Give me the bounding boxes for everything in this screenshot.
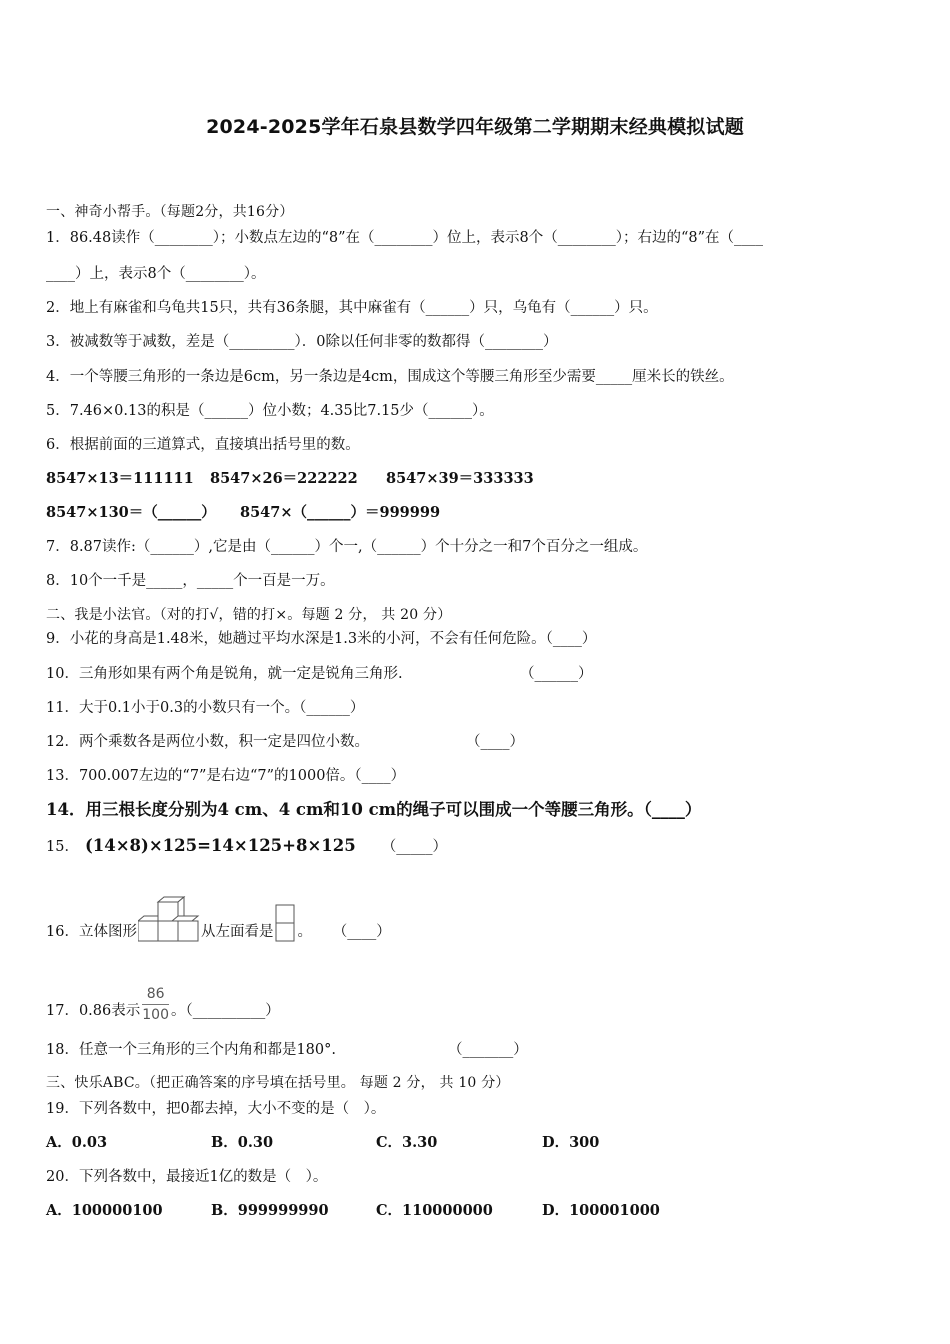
question-15-blank: （_____） xyxy=(381,839,447,855)
question-16-suffix: 。 xyxy=(297,924,312,940)
q19-option-c: C．3.30 xyxy=(376,1134,438,1151)
question-13: 13．700.007左边的“7”是右边“7”的1000倍。（____） xyxy=(46,768,406,784)
question-9: 9．小花的身高是1.48米，她趟过平均水深是1.3米的小河，不会有任何危险。（____） xyxy=(46,631,597,647)
question-18-blank: （_______） xyxy=(448,1042,528,1058)
q6-equation-2: 8547×26＝222222 xyxy=(210,470,358,487)
question-14: 14．用三根长度分别为4 cm、4 cm和10 cm的绳子可以围成一个等腰三角形。（____） xyxy=(46,800,702,819)
fraction-numerator: 86 xyxy=(142,984,169,1005)
question-16-middle: 从左面看是 xyxy=(200,924,274,940)
q19-option-a: A．0.03 xyxy=(46,1134,108,1151)
question-1-line-1: 1．86.48读作（________）；小数点左边的“8”在（________）位上，表示8个（________）；右边的“8”在（____ xyxy=(46,230,764,246)
question-12: 12．两个乘数各是两位小数，积一定是四位小数。 xyxy=(46,734,369,750)
solid-figure-cubes-icon xyxy=(138,896,200,942)
question-17 xyxy=(46,980,280,1021)
question-17-suffix: 。（__________） xyxy=(170,1003,280,1019)
left-view-squares-icon xyxy=(274,904,296,942)
q20-option-a: A．100000100 xyxy=(46,1202,163,1219)
question-5: 5．7.46×0.13的积是（______）位小数；4.35比7.15少（______）。 xyxy=(46,403,494,419)
q20-option-b: B．999999990 xyxy=(211,1202,329,1219)
question-18: 18．任意一个三角形的三个内角和都是180°. xyxy=(46,1042,336,1058)
q6-equation-4: 8547×130＝（______） xyxy=(46,504,216,521)
question-16-prefix: 16．立体图形 xyxy=(46,924,137,940)
q19-option-d: D．300 xyxy=(542,1134,600,1151)
question-10: 10．三角形如果有两个角是锐角，就一定是锐角三角形. xyxy=(46,666,403,682)
question-10-blank: （______） xyxy=(520,666,593,682)
question-17-prefix: 17．0.86表示 xyxy=(46,1003,141,1019)
question-12-blank: （____） xyxy=(466,734,524,750)
question-1-line-2: ____）上，表示8个（________）。 xyxy=(46,266,266,282)
question-11: 11．大于0.1小于0.3的小数只有一个。（______） xyxy=(46,700,365,716)
section-2-heading: 二、我是小法官。（对的打√，错的打×。每题 2 分， 共 20 分） xyxy=(46,607,452,623)
q6-equation-1: 8547×13＝111111 xyxy=(46,470,194,487)
question-8: 8．10个一千是_____，_____个一百是一万。 xyxy=(46,573,335,589)
fraction xyxy=(142,984,169,1025)
section-3-heading: 三、快乐ABC。（把正确答案的序号填在括号里。 每题 2 分， 共 10 分） xyxy=(46,1075,510,1091)
question-2: 2．地上有麻雀和乌龟共15只，共有36条腿，其中麻雀有（______）只，乌龟有（______）只。 xyxy=(46,300,658,316)
question-4: 4．一个等腰三角形的一条边是6cm，另一条边是4cm，围成这个等腰三角形至少需要_____厘米长的铁丝。 xyxy=(46,369,734,385)
section-1-heading: 一、神奇小帮手。（每题2分，共16分） xyxy=(46,204,294,220)
page-title: 2024-2025学年石泉县数学四年级第二学期期末经典模拟试题 xyxy=(206,116,744,138)
question-20: 20．下列各数中，最接近1亿的数是（ ）。 xyxy=(46,1169,328,1185)
q20-option-c: C．110000000 xyxy=(376,1202,493,1219)
question-19: 19．下列各数中，把0都去掉，大小不变的是（ ）。 xyxy=(46,1101,386,1117)
fraction-denominator: 100 xyxy=(142,1007,169,1023)
question-15-number: 15． xyxy=(46,839,79,855)
q6-equation-3: 8547×39＝333333 xyxy=(386,470,534,487)
q20-option-d: D．100001000 xyxy=(542,1202,660,1219)
question-16 xyxy=(46,896,391,942)
question-7: 7．8.87读作:（______）,它是由（______）个一,（______）个十分之一和7个百分之一组成。 xyxy=(46,539,648,555)
question-3: 3．被减数等于减数，差是（_________）．0除以任何非零的数都得（________） xyxy=(46,334,558,350)
question-16-blank: （____） xyxy=(339,924,391,940)
q6-equation-5: 8547×（______）＝999999 xyxy=(240,504,441,521)
question-15-expression: (14×8)×125=14×125+8×125 xyxy=(84,836,356,855)
question-15 xyxy=(46,836,447,857)
q19-option-b: B．0.30 xyxy=(211,1134,274,1151)
question-6: 6．根据前面的三道算式，直接填出括号里的数。 xyxy=(46,437,360,453)
